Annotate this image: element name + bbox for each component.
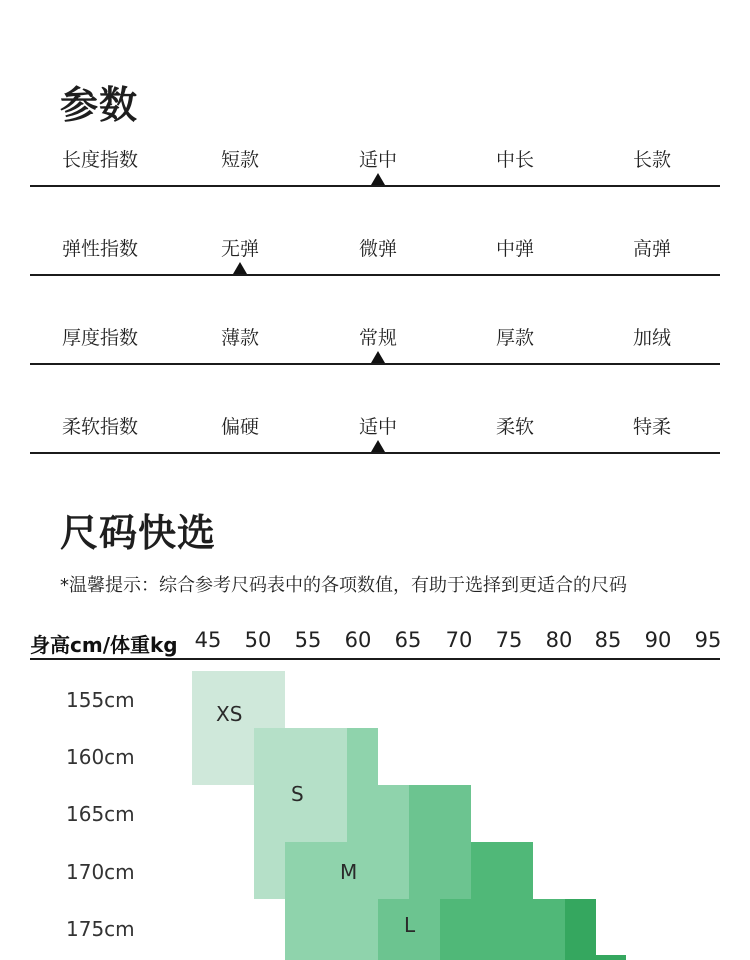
param-row-label: 弹性指数 [62,238,139,260]
size-header-label: 身高cm/体重kg [30,633,178,657]
weight-tick: 75 [495,628,523,652]
param-option: 常规 [358,327,397,349]
height-tick: 170cm [66,860,135,884]
weight-tick: 85 [594,628,622,652]
weight-tick: 60 [344,628,372,652]
size-tip: *温馨提示：综合参考尺码表中的各项数值，有助于选择到更适合的尺码 [60,575,627,596]
weight-tick: 65 [394,628,422,652]
params-title: 参数 [60,83,139,127]
height-tick: 175cm [66,917,135,941]
weight-tick: 45 [194,628,222,652]
size-label-l: L [404,913,416,937]
height-tick: 160cm [66,745,135,769]
size-block [440,899,565,960]
size-block [565,899,596,960]
divider [30,363,720,365]
height-tick: 155cm [66,688,135,712]
param-option: 中长 [495,149,534,171]
divider [30,274,720,276]
weight-tick: 55 [294,628,322,652]
size-block [409,785,471,899]
weight-tick: 95 [694,628,722,652]
param-row-label: 柔软指数 [62,416,139,438]
size-label-m: M [340,860,358,884]
selected-marker-icon [371,173,385,185]
weight-tick: 80 [545,628,573,652]
param-option: 长款 [632,149,671,171]
param-option: 薄款 [220,327,259,349]
divider [30,452,720,454]
weight-tick: 70 [445,628,473,652]
size-block [471,842,533,899]
divider [30,658,720,660]
param-option: 柔软 [495,416,534,438]
param-option: 无弹 [220,238,259,260]
weight-tick: 50 [244,628,272,652]
selected-marker-icon [371,440,385,452]
param-option: 厚款 [495,327,534,349]
param-option: 适中 [358,149,397,171]
size-block [596,955,626,960]
param-option: 高弹 [632,238,671,260]
divider [30,185,720,187]
size-block-m [285,842,348,960]
size-picker-title: 尺码快选 [60,511,217,555]
param-option: 微弹 [358,238,397,260]
param-option: 偏硬 [220,416,259,438]
selected-marker-icon [371,351,385,363]
selected-marker-icon [233,262,247,274]
size-block [347,728,378,785]
param-option: 特柔 [632,416,671,438]
height-tick: 165cm [66,802,135,826]
param-option: 短款 [220,149,259,171]
param-row-label: 长度指数 [62,149,139,171]
weight-tick: 90 [644,628,672,652]
param-option: 加绒 [632,327,671,349]
size-label-xs: XS [216,702,243,726]
size-label-s: S [291,782,304,806]
param-row-label: 厚度指数 [62,327,139,349]
param-option: 适中 [358,416,397,438]
param-option: 中弹 [495,238,534,260]
